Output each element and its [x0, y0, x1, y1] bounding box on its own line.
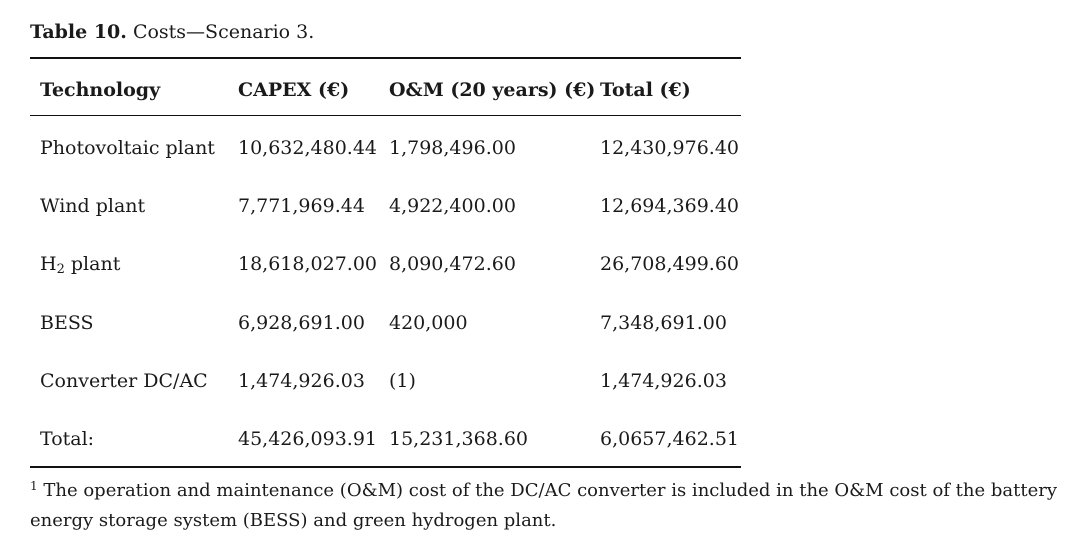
header-technology: Technology: [40, 79, 161, 101]
table-caption-text: Costs—Scenario 3.: [126, 21, 315, 43]
table-bottom-rule: [30, 466, 741, 468]
cell-total: 7,348,691.00: [600, 312, 727, 334]
cell-technology: Converter DC/AC: [40, 370, 208, 392]
cell-technology: BESS: [40, 312, 94, 334]
table-top-rule: [30, 57, 741, 59]
cell-total: 6,0657,462.51: [600, 428, 740, 450]
cell-total: 12,694,369.40: [600, 195, 740, 217]
cell-om: 8,090,472.60: [389, 253, 516, 275]
cell-technology-prefix: H: [40, 253, 57, 275]
cell-capex: 18,618,027.00: [238, 253, 378, 275]
cell-technology-subscript: 2: [56, 262, 65, 277]
footnote-text: The operation and maintenance (O&M) cost of the DC/AC converter is included in the O&M cost of the battery energy storage system (BESS) and green hydrogen plant.: [30, 480, 1058, 531]
cell-capex: 10,632,480.44: [238, 137, 378, 159]
cell-total-label: Total:: [40, 428, 95, 450]
header-capex: CAPEX (€): [238, 79, 350, 101]
cell-capex: 1,474,926.03: [238, 370, 365, 392]
header-om: O&M (20 years) (€): [389, 79, 596, 101]
cell-capex: 45,426,093.91: [238, 428, 378, 450]
header-total: Total (€): [600, 79, 691, 101]
cell-om: 420,000: [389, 312, 468, 334]
cell-capex: 6,928,691.00: [238, 312, 365, 334]
cell-capex: 7,771,969.44: [238, 195, 365, 217]
cell-total: 26,708,499.60: [600, 253, 740, 275]
footnote-mark: 1: [30, 479, 38, 493]
cell-om: 15,231,368.60: [389, 428, 529, 450]
cell-total: 12,430,976.40: [600, 137, 740, 159]
table-footnote: [30, 476, 1065, 536]
cell-om: 1,798,496.00: [389, 137, 516, 159]
cell-technology-suffix: plant: [64, 253, 121, 275]
cell-technology: [40, 252, 120, 276]
cell-technology: Wind plant: [40, 195, 146, 217]
cell-total: 1,474,926.03: [600, 370, 727, 392]
table-header-rule: [30, 115, 741, 116]
cell-om-footnote-ref: (1): [389, 370, 416, 392]
table-caption-label: Table 10.: [30, 21, 127, 43]
cell-om: 4,922,400.00: [389, 195, 516, 217]
cell-technology: Photovoltaic plant: [40, 137, 215, 159]
table-caption: [30, 20, 314, 44]
